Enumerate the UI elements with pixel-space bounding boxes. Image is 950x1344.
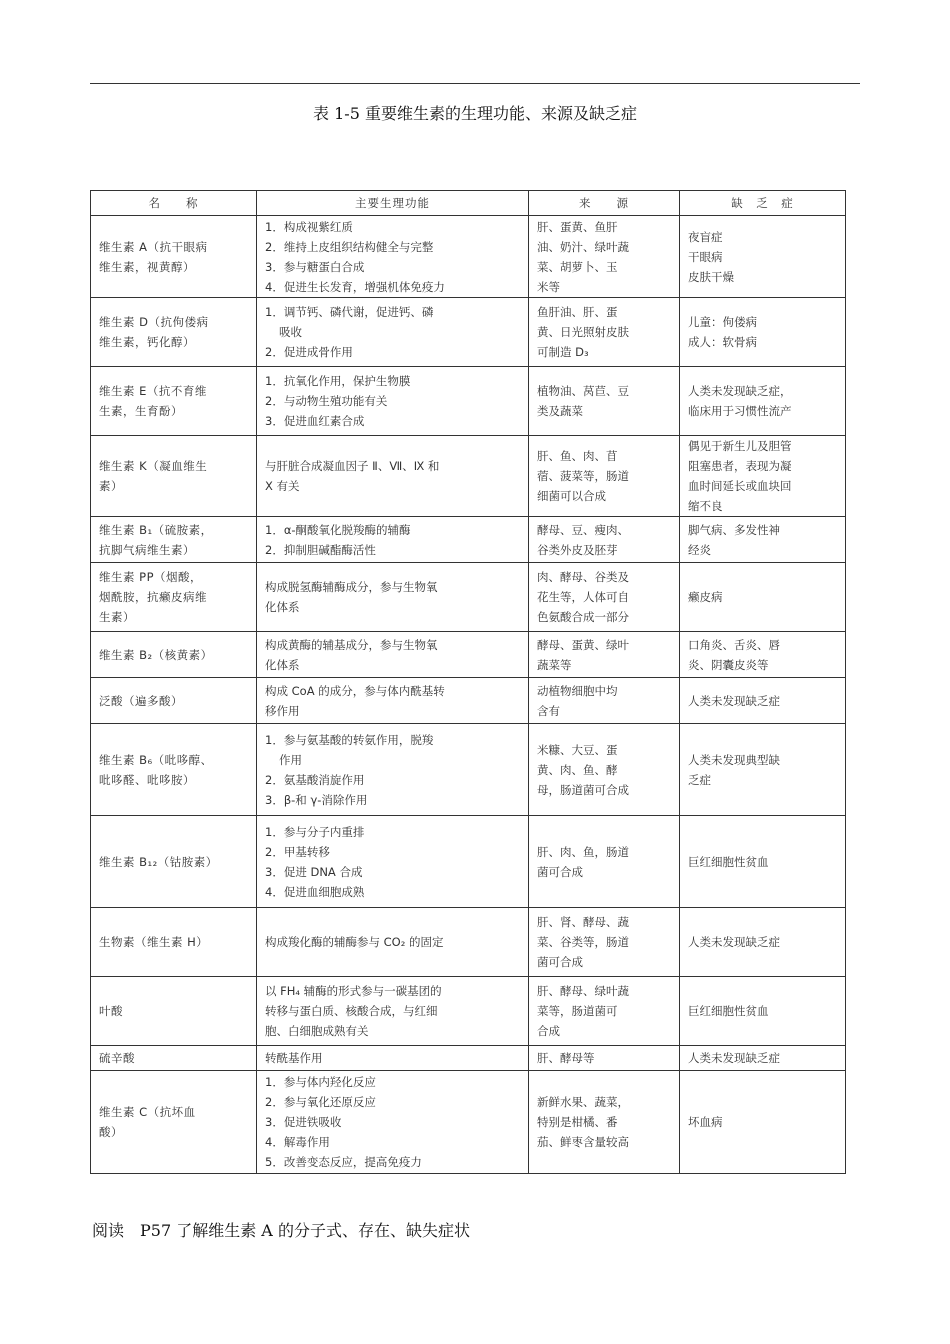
cell-line: 缩不良 <box>688 499 723 513</box>
table-row <box>91 678 846 724</box>
cell-line: 肝、蛋黄、鱼肝 <box>537 219 618 234</box>
header-name: 名 称 <box>91 191 257 216</box>
cell-line: 花生等，人体可自 <box>537 590 629 604</box>
vitamin-deficiency <box>680 298 846 367</box>
cell-line: 维生素 K（凝血维生 <box>99 459 208 473</box>
cell-line: 维生素 B₂（核黄素） <box>99 647 213 662</box>
table-title: 表 1-5 重要维生素的生理功能、来源及缺乏症 <box>313 104 637 123</box>
cell-line: 1．参与氨基酸的转氨作用，脱羧 <box>265 732 434 747</box>
cell-line: 植物油、莴苣、豆 <box>537 384 629 398</box>
cell-line: 4．促进血细胞成熟 <box>265 884 365 899</box>
vitamin-deficiency <box>680 367 846 436</box>
vitamin-functions <box>257 367 529 436</box>
cell-line: 化体系 <box>265 657 300 672</box>
cell-line: 1．参与分子内重排 <box>265 824 365 839</box>
cell-line: 类及蔬菜 <box>537 404 583 418</box>
cell-line: 移作用 <box>265 703 300 718</box>
cell-line: 构成 CoA 的成分，参与体内酰基转 <box>265 683 445 698</box>
cell-line: 3．促进血红素合成 <box>265 414 365 428</box>
cell-line: 特别是柑橘、番 <box>537 1115 618 1129</box>
cell-line: 转移与蛋白质、核酸合成，与红细 <box>265 1004 438 1018</box>
cell-line: 5．改善变态反应，提高免疫力 <box>265 1155 422 1169</box>
vitamin-name <box>91 632 257 678</box>
cell-line: 构成黄酶的辅基成分，参与生物氧 <box>265 637 438 652</box>
cell-line: 与肝脏合成凝血因子 Ⅱ、Ⅶ、Ⅸ 和 <box>265 459 440 473</box>
cell-line: 油、奶汁、绿叶蔬 <box>537 239 629 254</box>
vitamin-name <box>91 678 257 724</box>
header-sources: 来 源 <box>529 191 680 216</box>
vitamin-functions <box>257 632 529 678</box>
table-row <box>91 977 846 1046</box>
vitamin-deficiency <box>680 216 846 298</box>
cell-line: 3．促进 DNA 合成 <box>265 864 363 879</box>
vitamin-sources <box>529 436 680 517</box>
cell-line: 2．抑制胆碱酯酶活性 <box>265 542 376 557</box>
cell-line: 蓿、菠菜等，肠道 <box>537 469 629 483</box>
vitamin-deficiency <box>680 1071 846 1174</box>
cell-line: 色氨酸合成一部分 <box>537 610 629 624</box>
cell-line: 维生素 B₁₂（钴胺素） <box>99 854 218 869</box>
cell-line: 人类未发现缺乏症， <box>688 384 792 398</box>
vitamin-sources <box>529 367 680 436</box>
cell-line: 儿童：佝偻病 <box>688 315 757 329</box>
cell-line: 维生素 D（抗佝偻病 <box>99 315 209 329</box>
vitamin-functions <box>257 298 529 367</box>
vitamin-functions <box>257 216 529 298</box>
cell-line: 维生素 C（抗坏血 <box>99 1105 196 1119</box>
vitamin-functions <box>257 563 529 632</box>
cell-line: 维生素，钙化醇） <box>99 335 195 349</box>
cell-line: 作用 <box>279 752 302 767</box>
table-header-row <box>91 191 846 216</box>
vitamin-name <box>91 908 257 977</box>
vitamin-sources <box>529 908 680 977</box>
vitamin-deficiency <box>680 678 846 724</box>
vitamin-name <box>91 367 257 436</box>
vitamin-name <box>91 216 257 298</box>
vitamin-deficiency <box>680 816 846 908</box>
cell-line: 生物素（维生素 H） <box>99 935 209 949</box>
cell-line: 维生素 A（抗干眼病 <box>99 239 208 254</box>
vitamin-deficiency <box>680 1046 846 1071</box>
cell-line: 维生素 PP（烟酸， <box>99 570 203 584</box>
cell-line: 米等 <box>537 279 560 294</box>
vitamin-name <box>91 298 257 367</box>
cell-line: 谷类外皮及胚芽 <box>537 542 618 557</box>
vitamin-deficiency <box>680 517 846 563</box>
cell-line: 鱼肝油、肝、蛋 <box>537 305 618 319</box>
cell-line: 脚气病、多发性神 <box>688 522 780 537</box>
cell-line: 母，肠道菌可合成 <box>537 782 629 797</box>
vitamin-sources <box>529 977 680 1046</box>
cell-line: 2．与动物生殖功能有关 <box>265 394 388 408</box>
cell-line: 生素） <box>99 610 135 624</box>
cell-line: 2．维持上皮组织结构健全与完整 <box>265 239 434 254</box>
vitamin-name <box>91 1046 257 1071</box>
vitamin-sources <box>529 216 680 298</box>
cell-line: 4．促进生长发育，增强机体免疫力 <box>265 279 445 294</box>
table-row <box>91 298 846 367</box>
table-row <box>91 216 846 298</box>
vitamin-name <box>91 517 257 563</box>
cell-line: 乏症 <box>688 772 711 787</box>
cell-line: 含有 <box>537 703 560 718</box>
cell-line: 米糠、大豆、蛋 <box>537 742 618 757</box>
cell-line: Ⅹ 有关 <box>265 479 300 493</box>
table-row <box>91 436 846 517</box>
vitamin-functions <box>257 724 529 816</box>
vitamin-sources <box>529 632 680 678</box>
cell-line: 巨红细胞性贫血 <box>688 854 769 869</box>
cell-line: 黄、日光照射皮肤 <box>537 325 629 339</box>
cell-line: 素） <box>99 479 123 493</box>
cell-line: 胞、白细胞成熟有关 <box>265 1024 369 1038</box>
vitamin-deficiency <box>680 724 846 816</box>
cell-line: 维生素 B₁（硫胺素， <box>99 522 213 537</box>
cell-line: 酵母、蛋黄、绿叶 <box>537 637 629 652</box>
cell-line: 蔬菜等 <box>537 657 572 672</box>
cell-line: 4．解毒作用 <box>265 1135 330 1149</box>
cell-line: 肝、鱼、肉、苜 <box>537 449 618 463</box>
cell-line: 肉、酵母、谷类及 <box>537 570 629 584</box>
cell-line: 动植物细胞中均 <box>537 683 618 698</box>
vitamin-deficiency <box>680 908 846 977</box>
cell-line: 抗脚气病维生素） <box>99 542 195 557</box>
cell-line: 阻塞患者，表现为凝 <box>688 459 792 473</box>
vitamin-table <box>90 190 846 1174</box>
table-row <box>91 1071 846 1174</box>
cell-line: 临床用于习惯性流产 <box>688 404 792 418</box>
cell-line: 1．参与体内羟化反应 <box>265 1075 376 1089</box>
vitamin-sources <box>529 678 680 724</box>
vitamin-name <box>91 563 257 632</box>
cell-line: 1．抗氧化作用，保护生物膜 <box>265 374 411 388</box>
table-row <box>91 724 846 816</box>
vitamin-sources <box>529 1071 680 1174</box>
cell-line: 菜、谷类等，肠道 <box>537 935 629 949</box>
cell-line: 炎、阴囊皮炎等 <box>688 657 769 672</box>
table-row <box>91 816 846 908</box>
cell-line: 坏血病 <box>688 1115 723 1129</box>
vitamin-functions <box>257 678 529 724</box>
vitamin-functions <box>257 1071 529 1174</box>
cell-line: 新鲜水果、蔬菜， <box>537 1095 629 1109</box>
cell-line: 夜盲症 <box>688 229 723 244</box>
cell-line: 构成脱氢酶辅酶成分，参与生物氧 <box>265 580 438 594</box>
vitamin-sources <box>529 724 680 816</box>
cell-line: 菜、胡萝卜、玉 <box>537 259 618 274</box>
vitamin-name <box>91 1071 257 1174</box>
vitamin-deficiency <box>680 977 846 1046</box>
cell-line: 硫辛酸 <box>99 1051 135 1065</box>
cell-line: 3．促进铁吸收 <box>265 1115 342 1129</box>
cell-line: 经炎 <box>688 542 711 557</box>
cell-line: 转酰基作用 <box>265 1051 323 1065</box>
cell-line: 维生素 B₆（吡哆醇、 <box>99 752 213 767</box>
cell-line: 黄、肉、鱼、酵 <box>537 762 618 777</box>
table-row <box>91 1046 846 1071</box>
cell-line: 化体系 <box>265 600 300 614</box>
table-row <box>91 908 846 977</box>
cell-line: 烟酰胺，抗癞皮病维 <box>99 590 207 604</box>
cell-line: 人类未发现缺乏症 <box>688 1051 780 1065</box>
cell-line: 酸） <box>99 1125 123 1139</box>
cell-line: 维生素，视黄醇） <box>99 259 195 274</box>
cell-line: 人类未发现典型缺 <box>688 752 780 767</box>
cell-line: 巨红细胞性贫血 <box>688 1004 769 1018</box>
vitamin-name <box>91 977 257 1046</box>
cell-line: 菌可合成 <box>537 864 583 879</box>
cell-line: 人类未发现缺乏症 <box>688 935 780 949</box>
cell-line: 生素，生育酚） <box>99 404 183 418</box>
vitamin-functions <box>257 436 529 517</box>
cell-line: 肝、肉、鱼，肠道 <box>537 844 629 859</box>
cell-line: 泛酸（遍多酸） <box>99 693 183 708</box>
cell-line: 干眼病 <box>688 249 723 264</box>
header-functions: 主要生理功能 <box>257 191 529 216</box>
cell-line: 2．甲基转移 <box>265 844 330 859</box>
vitamin-functions <box>257 1046 529 1071</box>
vitamin-sources <box>529 816 680 908</box>
cell-line: 2．氨基酸消旋作用 <box>265 772 365 787</box>
cell-line: 肝、肾、酵母、蔬 <box>537 915 629 929</box>
vitamin-sources <box>529 298 680 367</box>
top-rule <box>90 83 860 84</box>
cell-line: 癞皮病 <box>688 590 723 604</box>
reading-note: 阅读 P57 了解维生素 A 的分子式、存在、缺失症状 <box>92 1221 470 1240</box>
header-deficiency: 缺 乏 症 <box>680 191 846 216</box>
vitamin-name <box>91 436 257 517</box>
cell-line: 以 FH₄ 辅酶的形式参与一碳基团的 <box>265 984 442 998</box>
table-row <box>91 563 846 632</box>
cell-line: 叶酸 <box>99 1004 123 1018</box>
cell-line: 皮肤干燥 <box>688 269 734 284</box>
cell-line: 菜等，肠道菌可 <box>537 1004 618 1018</box>
table-row <box>91 517 846 563</box>
cell-line: 1．α-酮酸氧化脱羧酶的辅酶 <box>265 522 411 537</box>
vitamin-deficiency <box>680 436 846 517</box>
vitamin-name <box>91 724 257 816</box>
vitamin-name <box>91 816 257 908</box>
cell-line: 维生素 E（抗不育维 <box>99 384 207 398</box>
cell-line: 3．参与糖蛋白合成 <box>265 259 365 274</box>
cell-line: 偶见于新生儿及胆管 <box>688 439 792 453</box>
vitamin-functions <box>257 517 529 563</box>
vitamin-sources <box>529 563 680 632</box>
cell-line: 酵母、豆、瘦肉、 <box>537 522 629 537</box>
cell-line: 合成 <box>537 1024 560 1038</box>
vitamin-sources <box>529 1046 680 1071</box>
cell-line: 血时间延长或血块回 <box>688 479 792 493</box>
cell-line: 2．参与氧化还原反应 <box>265 1095 376 1109</box>
cell-line: 吸收 <box>279 325 302 339</box>
vitamin-functions <box>257 816 529 908</box>
cell-line: 构成羧化酶的辅酶参与 CO₂ 的固定 <box>265 935 444 949</box>
vitamin-sources <box>529 517 680 563</box>
vitamin-functions <box>257 908 529 977</box>
table-row <box>91 367 846 436</box>
cell-line: 1．调节钙、磷代谢，促进钙、磷 <box>265 305 434 319</box>
cell-line: 肝、酵母、绿叶蔬 <box>537 984 629 998</box>
cell-line: 菌可合成 <box>537 955 583 969</box>
vitamin-deficiency <box>680 563 846 632</box>
cell-line: 口角炎、舌炎、唇 <box>688 637 780 652</box>
cell-line: 肝、酵母等 <box>537 1051 595 1065</box>
cell-line: 人类未发现缺乏症 <box>688 693 780 708</box>
vitamin-deficiency <box>680 632 846 678</box>
cell-line: 3．β-和 γ-消除作用 <box>265 792 368 807</box>
cell-line: 可制造 D₃ <box>537 345 589 359</box>
cell-line: 2．促进成骨作用 <box>265 345 353 359</box>
cell-line: 吡哆醛、吡哆胺） <box>99 772 195 787</box>
table-row <box>91 632 846 678</box>
vitamin-functions <box>257 977 529 1046</box>
cell-line: 1．构成视紫红质 <box>265 219 353 234</box>
cell-line: 茄、鲜枣含量较高 <box>537 1135 629 1149</box>
cell-line: 成人：软骨病 <box>688 335 757 349</box>
cell-line: 细菌可以合成 <box>537 489 606 503</box>
